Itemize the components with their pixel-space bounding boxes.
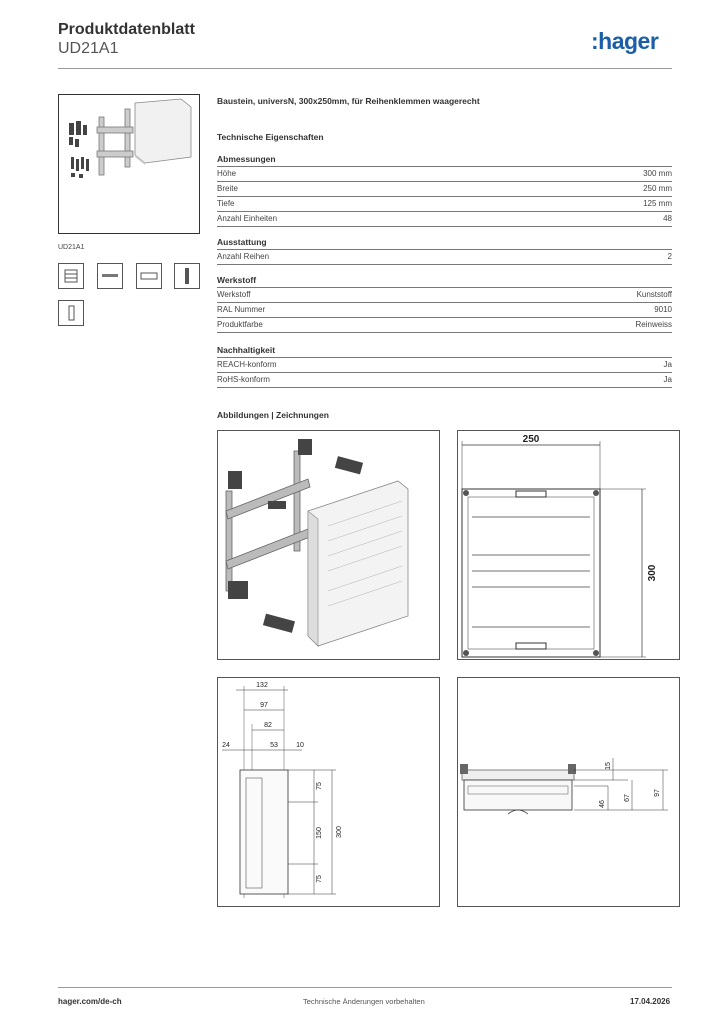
side-view-drawing	[218, 678, 439, 906]
dim-75-bottom: 75	[316, 875, 323, 883]
header-divider	[58, 68, 672, 69]
spec-row: Anzahl Einheiten 48	[217, 211, 672, 227]
dim-24: 24	[222, 742, 230, 749]
dim-82: 82	[264, 722, 272, 729]
dim-132: 132	[256, 682, 268, 689]
section-title: Nachhaltigkeit	[217, 345, 276, 355]
thumbnail-image	[137, 264, 161, 288]
dim-150: 150	[316, 827, 323, 839]
section-title: Werkstoff	[217, 275, 257, 285]
figure-front-view[interactable]	[457, 430, 680, 660]
section-equipment	[217, 237, 672, 265]
width-dimension: 250	[522, 434, 540, 445]
hager-logo: :hager	[591, 28, 659, 54]
spec-column	[217, 96, 672, 388]
dim-300: 300	[336, 826, 343, 838]
isometric-illustration	[218, 431, 439, 659]
footer-date: 17.04.2026	[630, 997, 671, 1006]
spec-row: Anzahl Reihen 2	[217, 249, 672, 265]
dim-10: 10	[296, 742, 304, 749]
figure-top-view[interactable]	[457, 677, 680, 907]
front-view-drawing	[458, 431, 679, 659]
thumbnail-image	[59, 264, 83, 288]
spec-row: Tiefe 125 mm	[217, 196, 672, 211]
thumbnail-image	[175, 264, 199, 288]
top-view-drawing	[458, 678, 679, 906]
dim-97: 97	[654, 789, 661, 797]
thumbnail-2[interactable]	[97, 263, 123, 289]
product-headline: Baustein, universN, 300x250mm, für Reihenklemmen waagerecht	[217, 96, 480, 106]
thumbnail-image	[98, 264, 122, 288]
dim-53: 53	[270, 742, 278, 749]
section-title: Ausstattung	[217, 237, 267, 247]
dim-15: 15	[605, 762, 612, 770]
spec-row: Breite 250 mm	[217, 181, 672, 196]
spec-row: Produktfarbe Reinweiss	[217, 317, 672, 333]
thumbnail-code: UD21A1	[58, 244, 85, 251]
product-kit-illustration	[59, 95, 199, 233]
thumbnail-5[interactable]	[58, 300, 84, 326]
height-dimension: 300	[647, 564, 658, 582]
figure-side-view[interactable]	[217, 677, 440, 907]
page-title: Produktdatenblatt	[58, 21, 195, 38]
section-material	[217, 275, 672, 333]
thumbnail-image	[59, 301, 83, 325]
dim-67: 67	[624, 794, 631, 802]
section-sustainability	[217, 345, 672, 388]
footer-website-link[interactable]: hager.com/de-ch	[58, 997, 122, 1006]
spec-row: Höhe 300 mm	[217, 166, 672, 181]
spec-row: RoHS-konform Ja	[217, 372, 672, 388]
product-image[interactable]	[58, 94, 200, 234]
figure-isometric[interactable]	[217, 430, 440, 660]
thumbnail-4[interactable]	[174, 263, 200, 289]
footer-divider	[58, 987, 672, 988]
product-code: UD21A1	[58, 40, 119, 57]
thumbnail-3[interactable]	[136, 263, 162, 289]
section-title: Abmessungen	[217, 154, 276, 164]
spec-row: Werkstoff Kunststoff	[217, 287, 672, 302]
spec-row: RAL Nummer 9010	[217, 302, 672, 317]
dim-75-top: 75	[316, 782, 323, 790]
dim-46: 46	[599, 800, 606, 808]
tech-heading: Technische Eigenschaften	[217, 132, 324, 142]
section-dimensions	[217, 154, 672, 227]
dim-97: 97	[260, 702, 268, 709]
thumbnail-1[interactable]	[58, 263, 84, 289]
spec-row: REACH-konform Ja	[217, 357, 672, 372]
footer-note: Technische Änderungen vorbehalten	[303, 997, 425, 1006]
drawings-heading: Abbildungen | Zeichnungen	[217, 410, 329, 420]
